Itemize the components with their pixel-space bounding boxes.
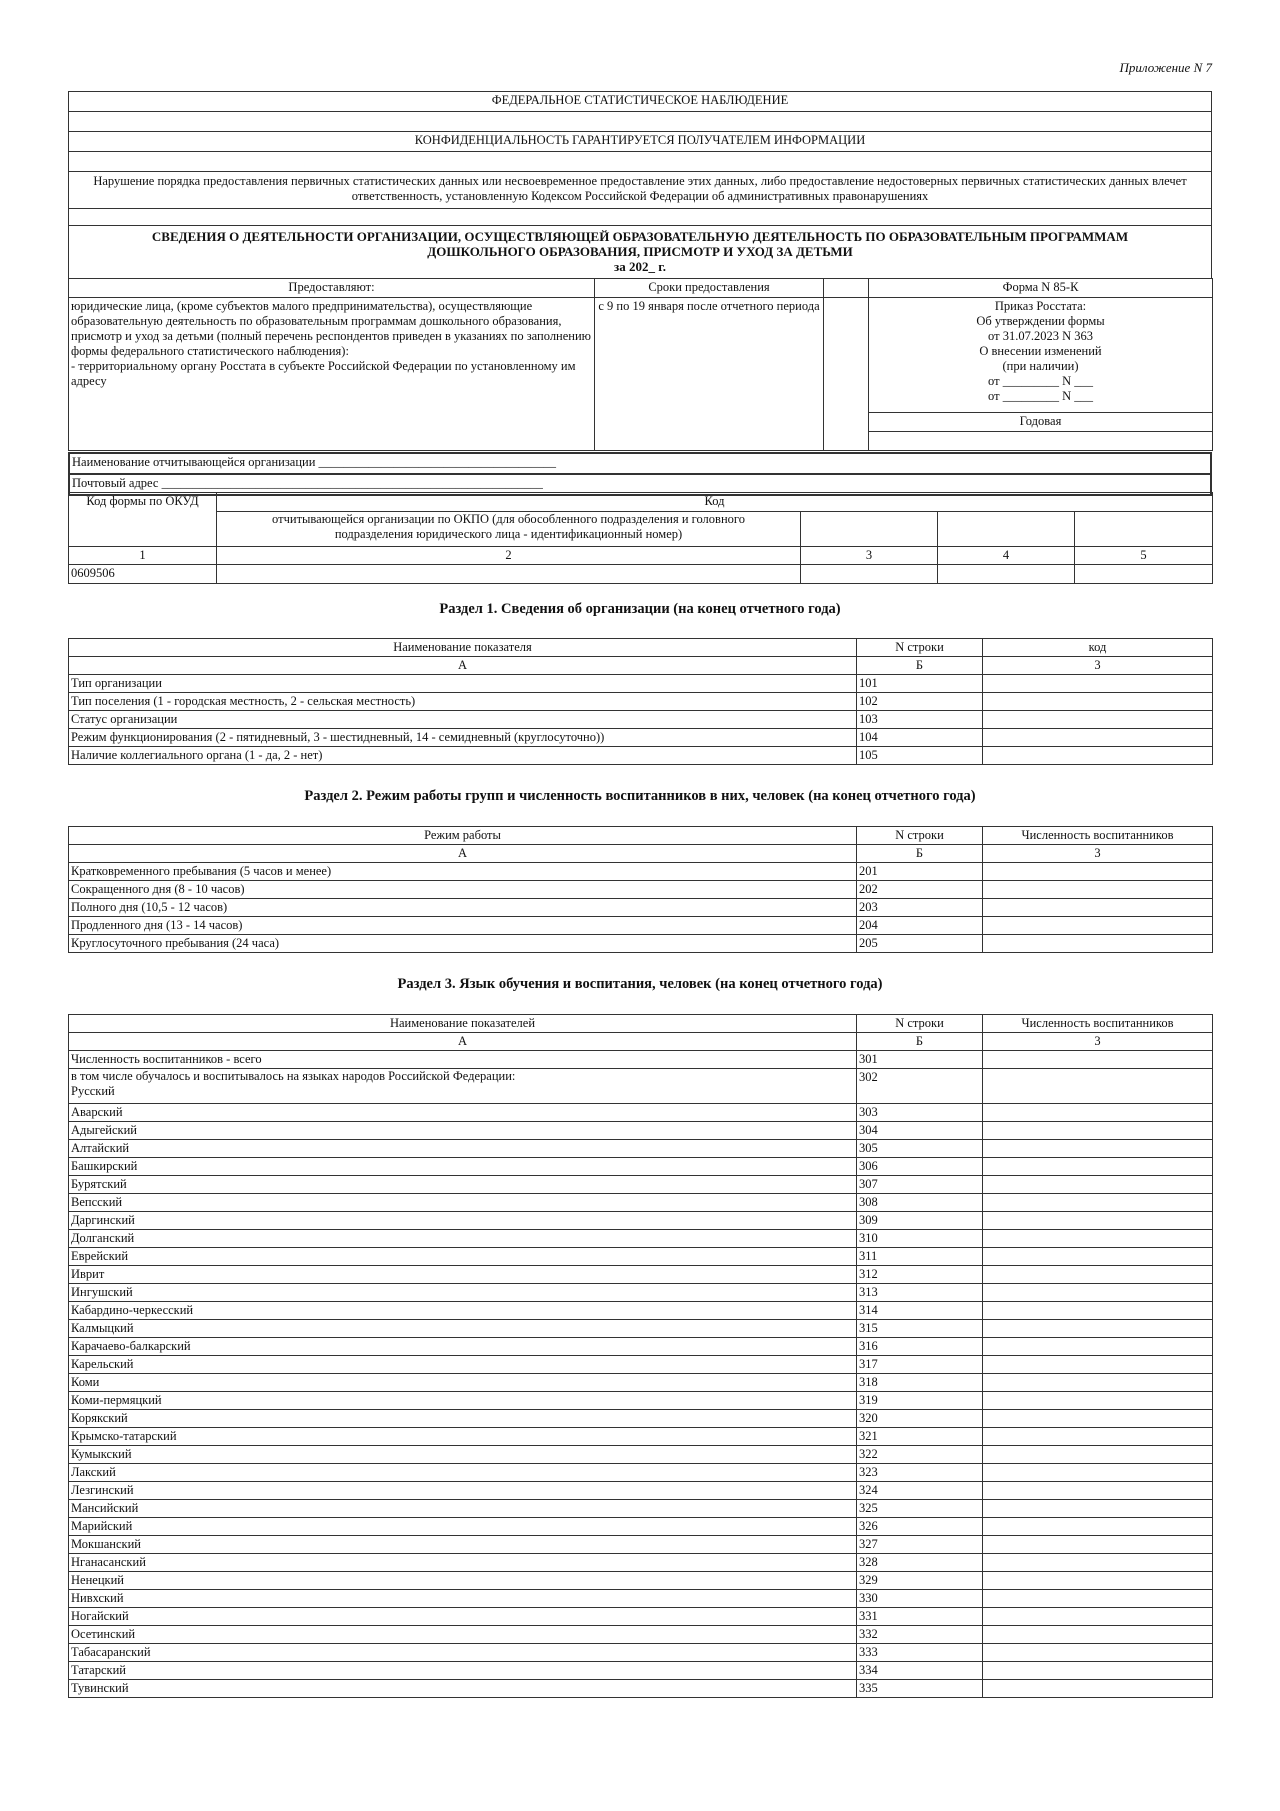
s3-including-text: в том числе обучалось и воспитывалось на языках народов Российской Федерации:: [71, 1069, 516, 1083]
s3-row-line: 335: [857, 1680, 983, 1698]
section3-table: [68, 1014, 1213, 1698]
s1-row: [69, 675, 1213, 693]
s3-row: [69, 1158, 1213, 1176]
appendix-label: Приложение N 7: [1119, 60, 1212, 75]
s3-row-line: 330: [857, 1590, 983, 1608]
s3-row: [69, 1572, 1213, 1590]
submit-who: [69, 298, 595, 451]
s3-sub-3: 3: [983, 1033, 1213, 1051]
s1-row: [69, 693, 1213, 711]
s3-row-line: 314: [857, 1302, 983, 1320]
s1-row: [69, 747, 1213, 765]
s3-row-label: Коми: [69, 1374, 857, 1392]
s3-row-line: 320: [857, 1410, 983, 1428]
s3-row: [69, 1590, 1213, 1608]
s3-row-line: 316: [857, 1338, 983, 1356]
s1-header-line: N строки: [857, 639, 983, 657]
org-table: [68, 452, 1212, 496]
order-line: от _________ N ___: [988, 374, 1093, 388]
s3-row-value[interactable]: [983, 1554, 1213, 1572]
s3-row-value[interactable]: [983, 1572, 1213, 1590]
s3-row-value[interactable]: [983, 1464, 1213, 1482]
s3-row: [69, 1320, 1213, 1338]
s3-row-label: Мокшанский: [69, 1536, 857, 1554]
s3-row-label: Корякский: [69, 1410, 857, 1428]
s2-row-line: 203: [857, 899, 983, 917]
s3-row: [69, 1464, 1213, 1482]
s3-row: [69, 1392, 1213, 1410]
col-number: 4: [938, 547, 1075, 565]
s3-row: [69, 1518, 1213, 1536]
s3-header-name: Наименование показателей: [69, 1015, 857, 1033]
s3-row: [69, 1644, 1213, 1662]
s3-row-value[interactable]: [983, 1662, 1213, 1680]
s3-row-line: 313: [857, 1284, 983, 1302]
s3-row-label: Бурятский: [69, 1176, 857, 1194]
s3-row: [69, 1374, 1213, 1392]
s1-row-line: 101: [857, 675, 983, 693]
s2-row-value[interactable]: [983, 881, 1213, 899]
s3-row-line: 304: [857, 1122, 983, 1140]
s1-row-label: Тип организации: [69, 675, 857, 693]
s3-row: [69, 1176, 1213, 1194]
confidential-notice: КОНФИДЕНЦИАЛЬНОСТЬ ГАРАНТИРУЕТСЯ ПОЛУЧАТЕЛЕМ ИНФОРМАЦИИ: [69, 132, 1212, 152]
code-cell[interactable]: [801, 565, 938, 584]
s3-row-label: Коми-пермяцкий: [69, 1392, 857, 1410]
s3-row-value[interactable]: [983, 1230, 1213, 1248]
section2-table: [68, 826, 1213, 953]
s3-row-label: Табасаранский: [69, 1644, 857, 1662]
section1-title: Раздел 1. Сведения об организации (на конец отчетного года): [439, 601, 841, 617]
s2-row-value[interactable]: [983, 917, 1213, 935]
s1-row-value[interactable]: [983, 711, 1213, 729]
s2-row-label: Продленного дня (13 - 14 часов): [69, 917, 857, 935]
s3-row-label: Карельский: [69, 1356, 857, 1374]
s3-row-label: Марийский: [69, 1518, 857, 1536]
spacer-row: [69, 152, 1212, 172]
postal-address-field[interactable]: Почтовый адрес _____________________________________________________________: [69, 474, 1211, 495]
empty-cell: [824, 279, 869, 298]
s1-row-value[interactable]: [983, 729, 1213, 747]
s3-total-label: Численность воспитанников - всего: [69, 1051, 857, 1069]
s3-row: [69, 1500, 1213, 1518]
col-number: 2: [217, 547, 801, 565]
order-line: Об утверждении формы: [976, 314, 1105, 328]
s3-row-value[interactable]: [983, 1356, 1213, 1374]
form-period: за 202_ г.: [614, 259, 666, 274]
s3-russian-label: Русский: [71, 1084, 115, 1098]
s2-row-line: 205: [857, 935, 983, 953]
okpo-value-cell[interactable]: [217, 565, 801, 584]
s3-row: [69, 1536, 1213, 1554]
org-name-field[interactable]: Наименование отчитывающейся организации ______________________________________: [69, 453, 1211, 474]
s3-row-label: Аварский: [69, 1104, 857, 1122]
s3-row: [69, 1428, 1213, 1446]
order-line: Приказ Росстата:: [994, 299, 1087, 313]
okpo-header: отчитывающейся организации по ОКПО (для обособленного подразделения и головного подразделения юридического лица - идентификационный номер): [217, 512, 801, 547]
s3-row-line: 328: [857, 1554, 983, 1572]
s2-row-label: Круглосуточного пребывания (24 часа): [69, 935, 857, 953]
s3-row-line: 311: [857, 1248, 983, 1266]
s3-row-value[interactable]: [983, 1374, 1213, 1392]
form-title-line1: СВЕДЕНИЯ О ДЕЯТЕЛЬНОСТИ ОРГАНИЗАЦИИ, ОСУЩЕСТВЛЯЮЩЕЙ ОБРАЗОВАТЕЛЬНУЮ ДЕЯТЕЛЬНОСТЬ ПО ОБРАЗОВАТЕЛЬНЫМ ПРОГРАММАМ: [151, 229, 1129, 244]
s1-sub-3: 3: [983, 657, 1213, 675]
s3-row-line: 321: [857, 1428, 983, 1446]
s3-including-label: [69, 1069, 857, 1104]
s3-row-line: 317: [857, 1356, 983, 1374]
s3-row-label: Нивхский: [69, 1590, 857, 1608]
s2-row-line: 202: [857, 881, 983, 899]
s3-row-label: Адыгейский: [69, 1122, 857, 1140]
s3-row-value[interactable]: [983, 1536, 1213, 1554]
section1-table: [68, 638, 1213, 765]
s3-row-line: 325: [857, 1500, 983, 1518]
s2-row: [69, 863, 1213, 881]
submit-when-header: Сроки предоставления: [595, 279, 824, 298]
s3-row-value[interactable]: [983, 1500, 1213, 1518]
s3-row: [69, 1122, 1213, 1140]
empty-cell: [1075, 512, 1213, 547]
s3-row-value[interactable]: [983, 1626, 1213, 1644]
s3-row: [69, 1230, 1213, 1248]
s3-row-line: 318: [857, 1374, 983, 1392]
empty-cell: [869, 432, 1213, 451]
s3-row-line: 327: [857, 1536, 983, 1554]
s2-header-mode: Режим работы: [69, 827, 857, 845]
s2-sub-b: Б: [857, 845, 983, 863]
s3-row-line: 333: [857, 1644, 983, 1662]
s3-row: [69, 1446, 1213, 1464]
report-frequency: Годовая: [869, 413, 1213, 432]
okud-value: 0609506: [69, 565, 217, 584]
s2-sub-3: 3: [983, 845, 1213, 863]
form-title: [69, 226, 1212, 279]
s3-row: [69, 1212, 1213, 1230]
s2-row-line: 201: [857, 863, 983, 881]
s3-russian-value[interactable]: [983, 1069, 1213, 1104]
s3-row-value[interactable]: [983, 1482, 1213, 1500]
s3-row: [69, 1626, 1213, 1644]
s3-row-label: Лезгинский: [69, 1482, 857, 1500]
s3-row-value[interactable]: [983, 1446, 1213, 1464]
s3-row-label: Осетинский: [69, 1626, 857, 1644]
s3-row-value[interactable]: [983, 1140, 1213, 1158]
s3-row-label: Ингушский: [69, 1284, 857, 1302]
s1-row: [69, 711, 1213, 729]
s3-row-value[interactable]: [983, 1590, 1213, 1608]
s3-total-line: 301: [857, 1051, 983, 1069]
col-number: 1: [69, 547, 217, 565]
s2-row-line: 204: [857, 917, 983, 935]
s3-row-label: Иврит: [69, 1266, 857, 1284]
s2-row: [69, 899, 1213, 917]
empty-cell: [824, 298, 869, 451]
s3-row-value[interactable]: [983, 1680, 1213, 1698]
s1-sub-a: А: [69, 657, 857, 675]
s3-sub-a: А: [69, 1033, 857, 1051]
s3-row: [69, 1248, 1213, 1266]
section2-title: Раздел 2. Режим работы групп и численность воспитанников в них, человек (на конец отчетного года): [304, 788, 976, 804]
s1-sub-b: Б: [857, 657, 983, 675]
codes-table: [68, 492, 1213, 584]
submit-who-header: Предоставляют:: [69, 279, 595, 298]
s3-row-line: 309: [857, 1212, 983, 1230]
s3-row-label: Даргинский: [69, 1212, 857, 1230]
s3-row-line: 319: [857, 1392, 983, 1410]
s3-row-label: Долганский: [69, 1230, 857, 1248]
s3-row-value[interactable]: [983, 1284, 1213, 1302]
s2-row-value[interactable]: [983, 863, 1213, 881]
s3-row-line: 322: [857, 1446, 983, 1464]
warning-notice: Нарушение порядка предоставления первичных статистических данных или несвоевременное предоставление этих данных, либо предоставление недостоверных первичных статистических данных влечет ответственность, установленную Кодексом Российской Федерации об административных правонарушениях: [69, 172, 1212, 209]
s2-row: [69, 881, 1213, 899]
s3-row-line: 329: [857, 1572, 983, 1590]
s3-row-label: Ненецкий: [69, 1572, 857, 1590]
form-title-line2: ДОШКОЛЬНОГО ОБРАЗОВАНИЯ, ПРИСМОТР И УХОД ЗА ДЕТЬМИ: [427, 244, 853, 259]
s2-row: [69, 935, 1213, 953]
order-line: О внесении изменений: [979, 344, 1102, 358]
s3-row-line: 331: [857, 1608, 983, 1626]
s3-row-line: 323: [857, 1464, 983, 1482]
s3-row-line: 305: [857, 1140, 983, 1158]
s3-row-label: Кумыкский: [69, 1446, 857, 1464]
submit-who-text2: - территориальному органу Росстата в субъекте Российской Федерации по установленному им адресу: [71, 359, 576, 388]
s3-row-value[interactable]: [983, 1176, 1213, 1194]
s3-row: [69, 1356, 1213, 1374]
col-number: 3: [801, 547, 938, 565]
s3-row-label: Татарский: [69, 1662, 857, 1680]
s2-row: [69, 917, 1213, 935]
order-block: [869, 298, 1213, 413]
s3-row-value[interactable]: [983, 1392, 1213, 1410]
s3-row-line: 332: [857, 1626, 983, 1644]
s3-row: [69, 1104, 1213, 1122]
code-header: Код: [217, 493, 1213, 512]
s1-row-label: Наличие коллегиального органа (1 - да, 2 - нет): [69, 747, 857, 765]
s3-row-value[interactable]: [983, 1410, 1213, 1428]
s3-header-line: N строки: [857, 1015, 983, 1033]
s3-row-line: 303: [857, 1104, 983, 1122]
empty-cell: [801, 512, 938, 547]
s3-row-value[interactable]: [983, 1122, 1213, 1140]
s2-row-value[interactable]: [983, 899, 1213, 917]
s1-row: [69, 729, 1213, 747]
s3-row-label: Калмыцкий: [69, 1320, 857, 1338]
s3-row-label: Тувинский: [69, 1680, 857, 1698]
submit-who-text: юридические лица, (кроме субъектов малого предпринимательства), осуществляющие образовательную деятельность по образовательным программам дошкольного образования, присмотр и уход за детьми (полный перечень респондентов приведен в указаниях по заполнению формы федерального статистического наблюдения):: [71, 299, 592, 358]
s3-row-label: Нганасанский: [69, 1554, 857, 1572]
s1-row-line: 105: [857, 747, 983, 765]
s3-row-value[interactable]: [983, 1212, 1213, 1230]
s3-row-value[interactable]: [983, 1428, 1213, 1446]
s3-row-label: Мансийский: [69, 1500, 857, 1518]
code-cell[interactable]: [1075, 565, 1213, 584]
s3-row-value[interactable]: [983, 1302, 1213, 1320]
s3-russian-line: 302: [857, 1069, 983, 1104]
s3-row-label: Башкирский: [69, 1158, 857, 1176]
okud-header: Код формы по ОКУД: [69, 493, 217, 547]
empty-cell: [938, 512, 1075, 547]
s3-row-value[interactable]: [983, 1338, 1213, 1356]
submit-table: [68, 278, 1213, 451]
s3-header-count: Численность воспитанников: [983, 1015, 1213, 1033]
s3-row-line: 324: [857, 1482, 983, 1500]
s3-row: [69, 1680, 1213, 1698]
header-table: [68, 91, 1212, 279]
s3-row: [69, 1554, 1213, 1572]
s3-row: [69, 1338, 1213, 1356]
section2-rows: [69, 863, 1213, 953]
section3-title: Раздел 3. Язык обучения и воспитания, человек (на конец отчетного года): [397, 976, 883, 992]
s3-row: [69, 1608, 1213, 1626]
s3-row: [69, 1482, 1213, 1500]
section1-rows: [69, 675, 1213, 765]
s3-row-label: Лакский: [69, 1464, 857, 1482]
s3-row: [69, 1284, 1213, 1302]
s1-header-name: Наименование показателя: [69, 639, 857, 657]
s2-row-label: Кратковременного пребывания (5 часов и менее): [69, 863, 857, 881]
s3-row: [69, 1302, 1213, 1320]
s3-row-line: 315: [857, 1320, 983, 1338]
s2-header-line: N строки: [857, 827, 983, 845]
order-line: от 31.07.2023 N 363: [988, 329, 1093, 343]
s1-row-label: Тип поселения (1 - городская местность, 2 - сельская местность): [69, 693, 857, 711]
submit-when: с 9 по 19 января после отчетного периода: [595, 298, 824, 451]
s2-sub-a: А: [69, 845, 857, 863]
s3-row: [69, 1266, 1213, 1284]
s3-row: [69, 1662, 1213, 1680]
s3-row-line: 306: [857, 1158, 983, 1176]
s3-sub-b: Б: [857, 1033, 983, 1051]
s3-row-label: Крымско-татарский: [69, 1428, 857, 1446]
section3-rows: [69, 1104, 1213, 1698]
s1-row-line: 104: [857, 729, 983, 747]
form-number: Форма N 85-К: [869, 279, 1213, 298]
s3-row-value[interactable]: [983, 1104, 1213, 1122]
s3-row: [69, 1410, 1213, 1428]
col-number: 5: [1075, 547, 1213, 565]
s3-row-value[interactable]: [983, 1158, 1213, 1176]
order-line: от _________ N ___: [988, 389, 1093, 403]
federal-observation: ФЕДЕРАЛЬНОЕ СТАТИСТИЧЕСКОЕ НАБЛЮДЕНИЕ: [69, 92, 1212, 112]
s2-header-count: Численность воспитанников: [983, 827, 1213, 845]
s3-row-value[interactable]: [983, 1608, 1213, 1626]
s3-row: [69, 1194, 1213, 1212]
s3-row-value[interactable]: [983, 1644, 1213, 1662]
s3-row-value[interactable]: [983, 1194, 1213, 1212]
s3-row-line: 326: [857, 1518, 983, 1536]
s3-row-line: 334: [857, 1662, 983, 1680]
s1-row-label: Статус организации: [69, 711, 857, 729]
s1-row-value[interactable]: [983, 693, 1213, 711]
s3-row-line: 308: [857, 1194, 983, 1212]
s1-row-line: 103: [857, 711, 983, 729]
s3-row-value[interactable]: [983, 1266, 1213, 1284]
code-cell[interactable]: [938, 565, 1075, 584]
s1-row-label: Режим функционирования (2 - пятидневный, 3 - шестидневный, 14 - семидневный (круглосуточно)): [69, 729, 857, 747]
s3-total-value[interactable]: [983, 1051, 1213, 1069]
s3-row-value[interactable]: [983, 1248, 1213, 1266]
s3-row-line: 312: [857, 1266, 983, 1284]
s2-row-value[interactable]: [983, 935, 1213, 953]
s3-row-label: Еврейский: [69, 1248, 857, 1266]
s3-row-label: Алтайский: [69, 1140, 857, 1158]
s3-row-value[interactable]: [983, 1518, 1213, 1536]
spacer-row: [69, 209, 1212, 226]
order-line: (при наличии): [1002, 359, 1079, 373]
s3-row-label: Кабардино-черкесский: [69, 1302, 857, 1320]
s3-row-line: 310: [857, 1230, 983, 1248]
s2-row-label: Сокращенного дня (8 - 10 часов): [69, 881, 857, 899]
s3-row: [69, 1140, 1213, 1158]
s1-row-value[interactable]: [983, 747, 1213, 765]
s1-row-value[interactable]: [983, 675, 1213, 693]
s1-row-line: 102: [857, 693, 983, 711]
s1-header-code: код: [983, 639, 1213, 657]
s3-row-value[interactable]: [983, 1320, 1213, 1338]
s3-row-label: Карачаево-балкарский: [69, 1338, 857, 1356]
s3-row-line: 307: [857, 1176, 983, 1194]
s3-row-label: Вепсский: [69, 1194, 857, 1212]
spacer-row: [69, 112, 1212, 132]
s2-row-label: Полного дня (10,5 - 12 часов): [69, 899, 857, 917]
s3-row-label: Ногайский: [69, 1608, 857, 1626]
